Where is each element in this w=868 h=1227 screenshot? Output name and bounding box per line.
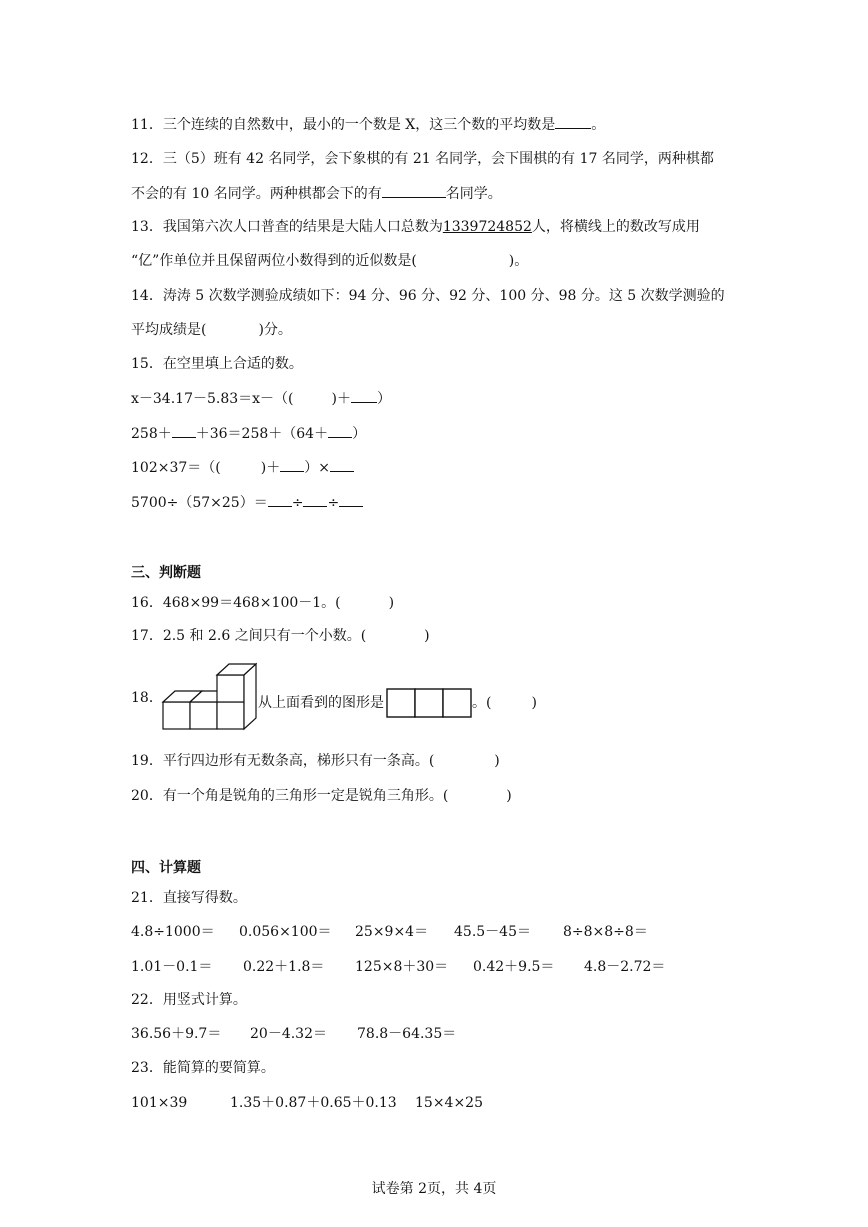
calc-item: 4.8÷1000＝ [131,924,215,940]
answer-blank[interactable] [382,183,446,198]
page-footer: 试卷第 2页，共 4页 [371,1181,497,1197]
calc-item: 78.8－64.35＝ [357,1026,457,1042]
question-15-expr2: 258＋ ＋36＝258＋（64＋ ） [131,423,366,444]
calc-item: 0.056×100＝ [239,924,332,940]
answer-blank[interactable] [339,492,363,507]
question-14-line2: 平均成绩是( )分。 [131,322,292,338]
question-21-title: 21．直接写得数。 [131,890,247,906]
section-title-calculation: 四、计算题 [131,860,201,876]
question-12-line1: 12．三（5）班有 42 名同学，会下象棋的有 21 名同学，会下围棋的有 17 名同学，两种棋都 [131,151,714,167]
calc-item: 1.35＋0.87＋0.65＋0.13 [230,1095,397,1111]
question-12-line2: 不会的有 10 名同学。两种棋都会下的有 名同学。 [131,183,502,204]
cube-stack-figure [161,662,257,732]
calc-item: 15×4×25 [415,1095,483,1111]
calc-item: 25×9×4＝ [355,924,429,940]
question-11: 11．三个连续的自然数中，最小的一个数是 X，这三个数的平均数是 。 [131,114,605,135]
section-title-judgement: 三、判断题 [131,565,201,581]
calc-item: 4.8－2.72＝ [584,959,666,975]
calc-item: 1.01－0.1＝ [131,959,213,975]
question-15-expr3: 102×37＝（( )＋ ）× [131,457,354,478]
calc-item: 20－4.32＝ [250,1026,327,1042]
underlined-number: 1339724852 [442,219,532,235]
question-22-title: 22．用竖式计算。 [131,992,247,1008]
calc-item: 8÷8×8÷8＝ [563,924,648,940]
answer-blank[interactable] [172,423,196,438]
question-23-title: 23．能简算的要简算。 [131,1060,275,1076]
answer-blank[interactable] [303,492,327,507]
calc-item: 36.56＋9.7＝ [131,1026,222,1042]
question-15-expr1: x－34.17－5.83＝x－（( )＋ ） [131,388,391,409]
question-20: 20．有一个角是锐角的三角形一定是锐角三角形。( ) [131,788,512,804]
top-view-figure [386,688,472,718]
question-13-line1: 13．我国第六次人口普查的结果是大陆人口总数为1339724852人，将横线上的数改写成用 [131,219,700,235]
answer-blank[interactable] [268,492,292,507]
question-13-line2: “亿”作单位并且保留两位小数得到的近似数是( )。 [131,253,529,269]
calc-item: 125×8＋30＝ [355,959,449,975]
question-14-line1: 14．涛涛 5 次数学测验成绩如下：94 分、96 分、92 分、100 分、98 分。这 5 次数学测验的 [131,288,725,304]
question-19: 19．平行四边形有无数条高，梯形只有一条高。( ) [131,753,500,769]
question-15-expr4: 5700÷（57×25）＝ ÷ ÷ [131,492,363,513]
calc-item: 0.22＋1.8＝ [243,959,325,975]
question-15-title: 15．在空里填上合适的数。 [131,356,303,372]
answer-blank[interactable] [555,114,591,129]
answer-blank[interactable] [351,388,377,403]
answer-blank[interactable] [280,457,304,472]
question-16: 16．468×99＝468×100－1。( ) [131,595,395,611]
calc-item: 45.5－45＝ [454,924,531,940]
calc-item: 0.42＋9.5＝ [473,959,555,975]
answer-blank[interactable] [330,457,354,472]
calc-item: 101×39 [131,1095,188,1111]
question-18-text: 从上面看到的图形是 。( ) [258,688,537,718]
answer-blank[interactable] [328,423,352,438]
question-17: 17．2.5 和 2.6 之间只有一个小数。( ) [131,628,430,644]
question-18-number: 18． [131,690,163,706]
